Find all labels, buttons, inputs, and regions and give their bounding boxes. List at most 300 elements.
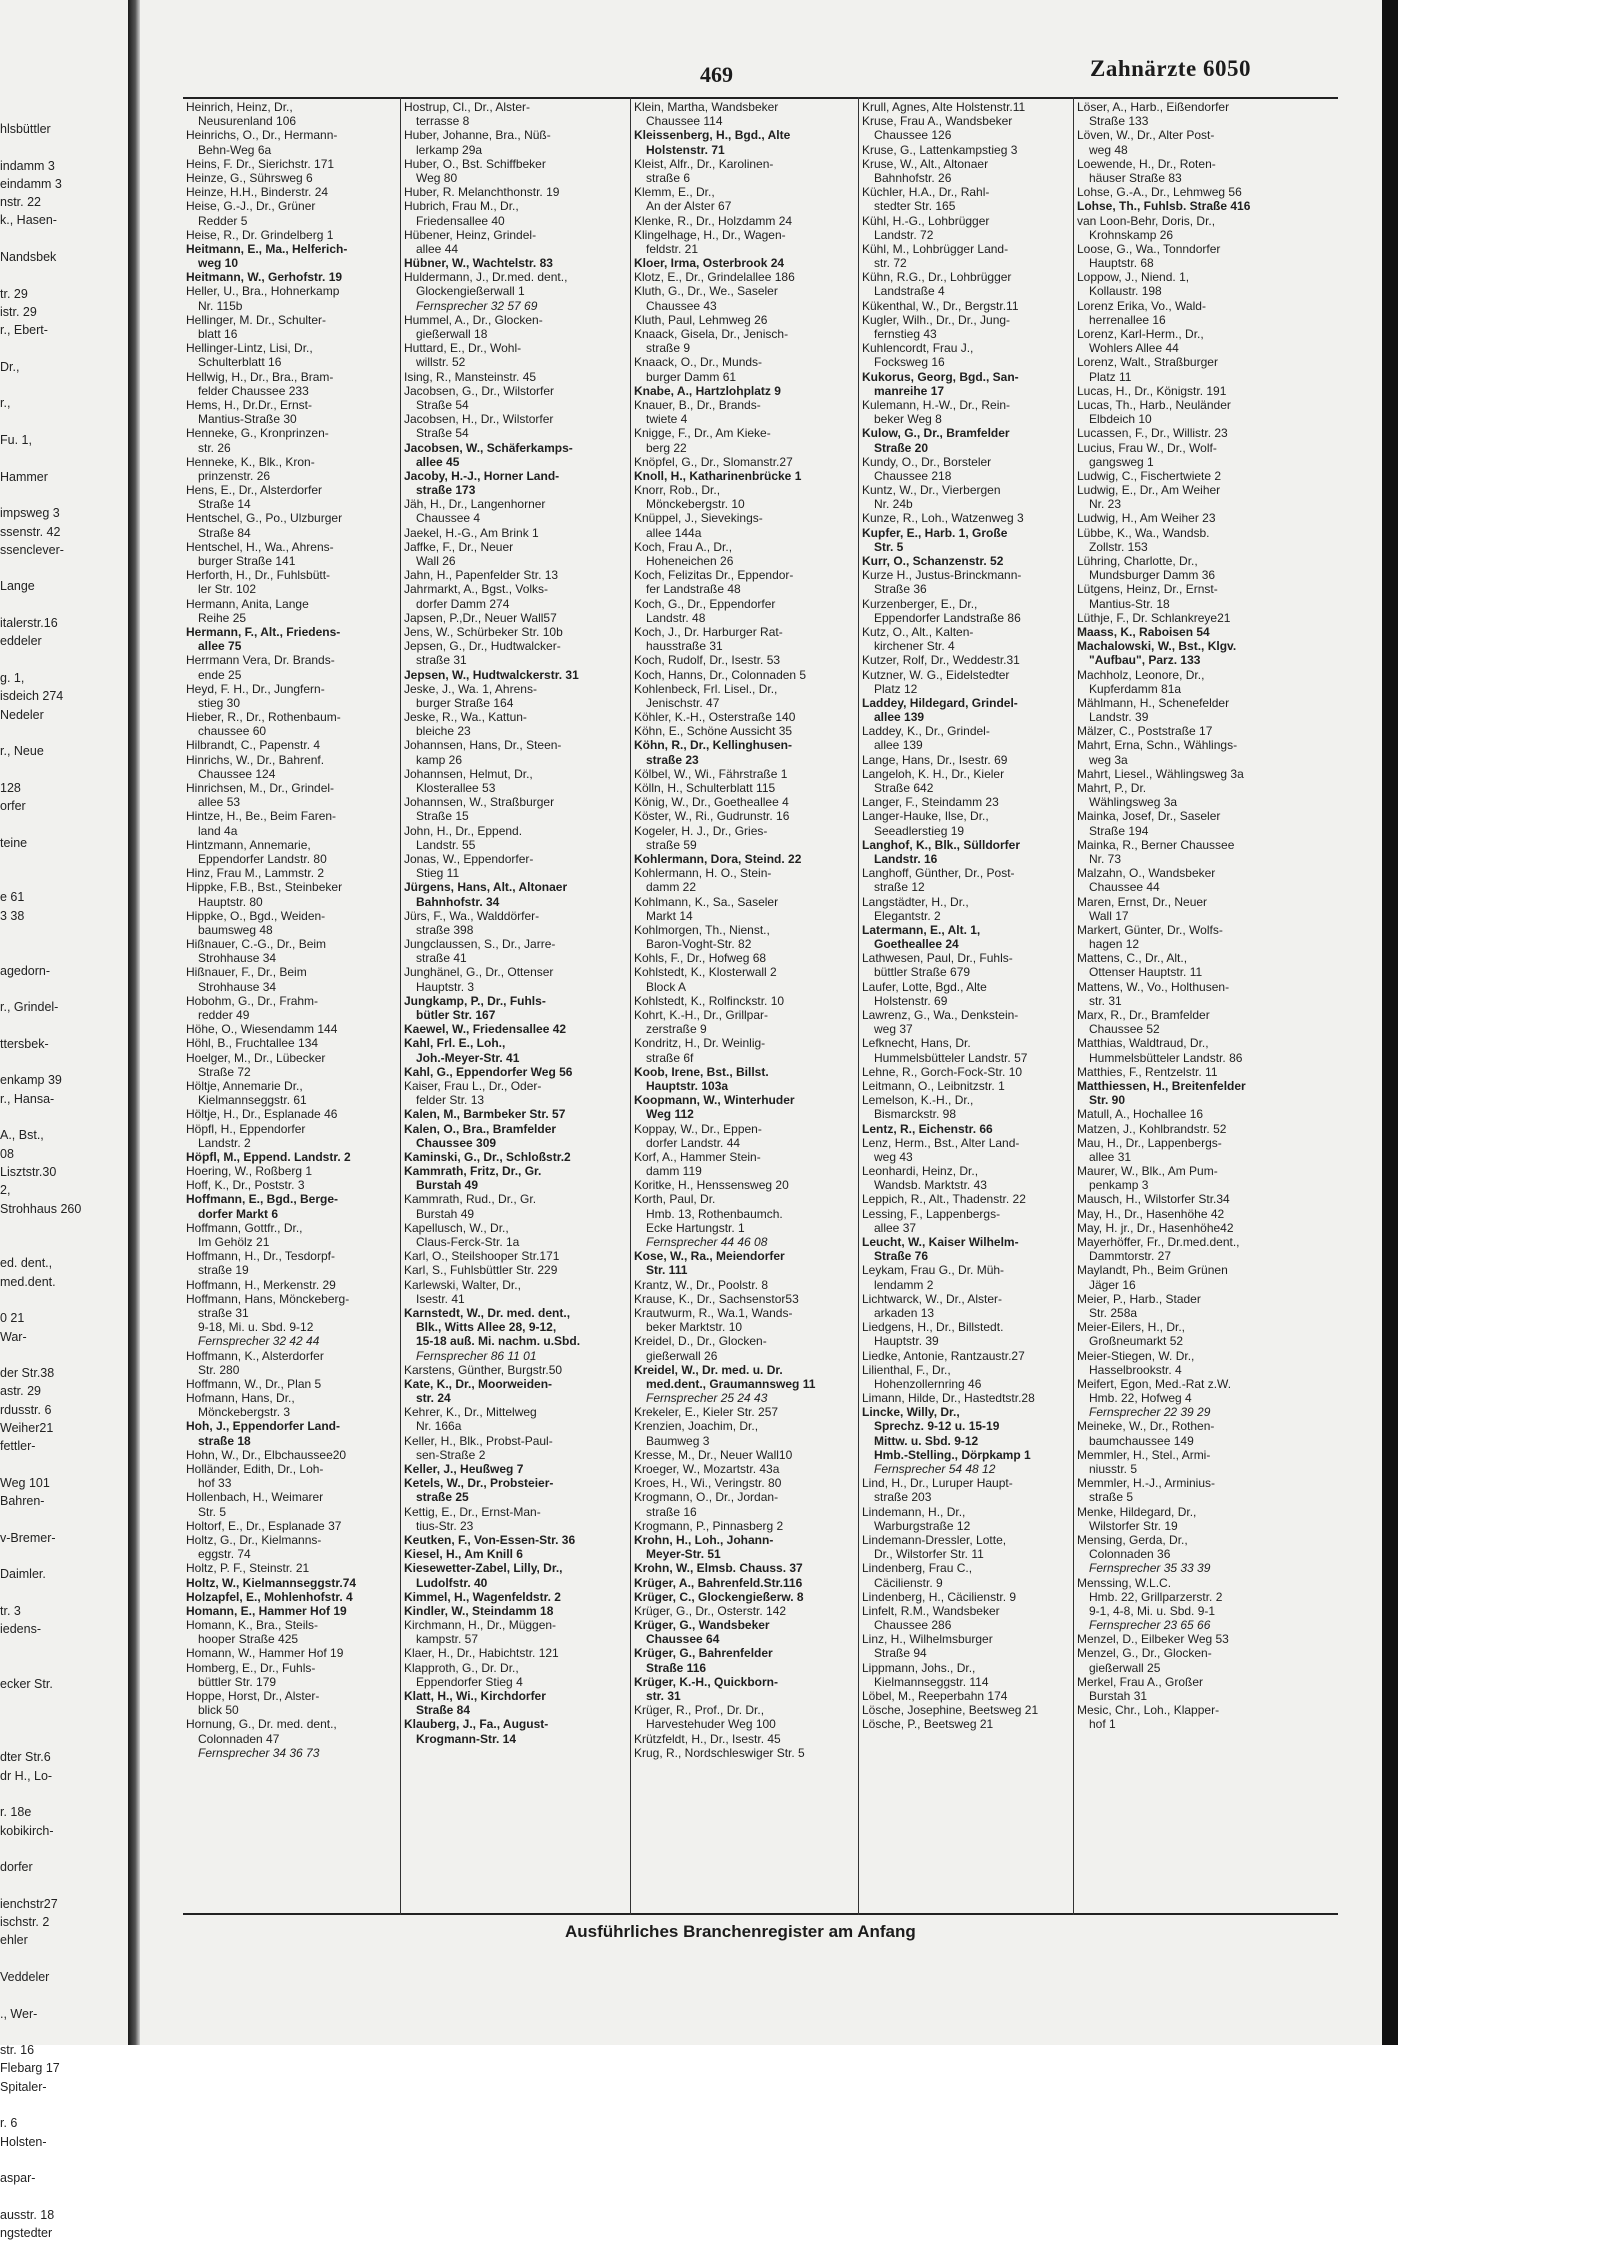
directory-entry	[404, 1590, 628, 1604]
directory-entry	[634, 710, 856, 724]
entry-continuation: Chaussee 114	[646, 114, 723, 129]
entry-name: Koopmann, W., Winterhuder	[634, 1093, 795, 1108]
entry-continuation: stedter Str. 165	[874, 199, 956, 214]
directory-entry	[634, 1703, 856, 1731]
fragment-line	[0, 1730, 124, 1748]
entry-name: Hoelger, M., Dr., Lübecker	[186, 1050, 326, 1065]
entry-name: Hoffmann, H., Dr., Tesdorpf-	[186, 1249, 335, 1264]
directory-entry	[1077, 1448, 1339, 1476]
entry-continuation: Hummelsbütteler Landstr. 86	[1089, 1050, 1243, 1065]
directory-entry	[862, 114, 1071, 142]
fragment-line: tr. 29	[0, 286, 28, 301]
fragment-line: ehler	[0, 1933, 28, 1948]
entry-name: Johannsen, Hans, Dr., Steen-	[404, 738, 562, 753]
entry-continuation: weg 43	[874, 1149, 913, 1164]
directory-entry	[862, 426, 1071, 454]
entry-name: Mensing, Gerda, Dr.,	[1077, 1532, 1188, 1547]
entry-continuation: Im Gehölz 21	[198, 1235, 270, 1249]
entry-name: Krull, Agnes, Alte Holstenstr.11	[862, 100, 1026, 114]
directory-entry	[186, 398, 398, 426]
directory-entry	[186, 1164, 398, 1178]
entry-name: Hoppe, Horst, Dr., Alster-	[186, 1689, 320, 1703]
entry-continuation: gießerwall 18	[416, 327, 488, 341]
directory-entry	[634, 313, 856, 327]
fragment-line	[0, 340, 124, 358]
entry-name: Maren, Ernst, Dr., Neuer	[1077, 894, 1208, 909]
entry-continuation: zerstraße 9	[646, 1022, 707, 1037]
entry-continuation: hof 33	[198, 1476, 232, 1491]
fragment-line: v-Bremer-	[0, 1530, 56, 1545]
entry-name: Machholz, Leonore, Dr.,	[1077, 667, 1205, 682]
directory-entry	[186, 1178, 398, 1192]
fragment-line	[0, 266, 124, 284]
entry-name: Höhe, O., Wiesendamm 144	[186, 1022, 338, 1037]
entry-name: Mahrt, Erna, Schn., Wählings-	[1077, 738, 1238, 753]
directory-entry	[186, 128, 398, 156]
entry-name: König, W., Dr., Goetheallee 4	[634, 795, 789, 810]
fragment-line: r.,	[0, 396, 11, 411]
directory-entry	[1077, 1646, 1339, 1674]
directory-entry	[634, 1746, 856, 1760]
directory-entry	[634, 1150, 856, 1178]
entry-name: Kaiser, Frau L., Dr., Oder-	[404, 1078, 542, 1093]
directory-entry	[634, 1306, 856, 1334]
entry-name: Heinrichs, O., Dr., Hermann-	[186, 128, 338, 143]
directory-entry	[862, 100, 1071, 114]
directory-entry	[404, 526, 628, 540]
fragment-line	[0, 1785, 124, 1803]
entry-name: Löbel, M., Reeperbahn 174	[862, 1689, 1008, 1703]
directory-entry	[1077, 1008, 1339, 1036]
entry-name: Ludwig, E., Dr., Am Weiher	[1077, 483, 1221, 498]
entry-continuation: allee 53	[198, 795, 241, 810]
entry-continuation: Burstah 49	[416, 1178, 479, 1193]
entry-continuation: Nr. 73	[1089, 851, 1122, 866]
entry-name: Kuhlencordt, Frau J.,	[862, 341, 974, 356]
directory-entry	[186, 809, 398, 837]
entry-continuation: prinzenstr. 26	[198, 468, 271, 483]
directory-entry	[634, 398, 856, 426]
entry-continuation: eggstr. 74	[198, 1547, 251, 1562]
entry-continuation: Wandsb. Marktstr. 43	[874, 1178, 987, 1193]
entry-continuation: Straße 94	[874, 1646, 927, 1661]
entry-name: Krüger, G., Dr., Osterstr. 142	[634, 1603, 787, 1618]
directory-entry	[634, 270, 856, 284]
entry-continuation: Chaussee 64	[646, 1632, 720, 1647]
entry-name: Heise, R., Dr. Grindelberg 1	[186, 227, 334, 242]
entry-name: Heyd, F. H., Dr., Jungfern-	[186, 681, 325, 696]
entry-name: Krüger, G., Wandsbeker	[634, 1618, 770, 1633]
directory-entry	[404, 100, 628, 128]
entry-name: Hinz, Frau M., Lammstr. 2	[186, 866, 325, 881]
entry-name: Kogeler, H. J., Dr., Gries-	[634, 823, 768, 838]
directory-entry	[404, 1661, 628, 1689]
directory-entry	[1077, 767, 1339, 781]
entry-continuation: Burstah 49	[416, 1206, 475, 1221]
entry-name: Hummel, A., Dr., Glocken-	[404, 312, 543, 327]
entry-name: Kirchmann, H., Dr., Müggen-	[404, 1618, 557, 1633]
directory-entry	[862, 1689, 1071, 1703]
entry-name: Kahl, G., Eppendorfer Weg 56	[404, 1064, 573, 1079]
entry-continuation: beker Marktstr. 10	[646, 1320, 743, 1335]
directory-entry	[862, 795, 1071, 809]
entry-name: Jepsen, G., Dr., Hudtwalcker-	[404, 639, 561, 654]
entry-name: Kalen, O., Bra., Bramfelder	[404, 1121, 557, 1136]
directory-entry	[404, 1689, 628, 1717]
entry-name: Kohlermann, Dora, Steind. 22	[634, 851, 802, 866]
directory-entry	[862, 1505, 1071, 1533]
entry-name: Leitmann, O., Leibnitzstr. 1	[862, 1078, 1005, 1093]
entry-name: Knöpfel, G., Dr., Slomanstr.27	[634, 454, 793, 469]
fragment-line: ttersbek-	[0, 1036, 49, 1051]
directory-entry	[862, 866, 1071, 894]
entry-continuation: Straße 72	[198, 1064, 251, 1079]
entry-continuation: fernstieg 43	[874, 327, 937, 341]
entry-name: Mahrt, P., Dr.	[1077, 781, 1147, 795]
fragment-line: 08	[0, 1146, 14, 1161]
entry-continuation: weg 37	[874, 1022, 913, 1037]
entry-name: Homann, E., Hammer Hof 19	[186, 1603, 347, 1618]
entry-continuation: straße 173	[416, 483, 476, 498]
entry-name: Mählmann, H., Schenefelder	[1077, 695, 1230, 710]
fragment-line	[0, 1236, 124, 1254]
entry-continuation: Hohenzollernring 46	[874, 1376, 982, 1391]
entry-continuation: Landstr. 39	[1089, 710, 1149, 725]
entry-name: Jacobsen, H., Dr., Wilstorfer	[404, 412, 554, 427]
entry-name: Huber, R. Melanchthonstr. 19	[404, 185, 560, 200]
entry-continuation: Straße 84	[416, 1703, 471, 1718]
phone-line: Fernsprecher 25 24 43	[646, 1391, 768, 1406]
entry-name: Japsen, P.,Dr., Neuer Wall57	[404, 610, 557, 625]
entry-name: Hoffmann, K., Alsterdorfer	[186, 1348, 324, 1363]
fragment-line: Flebarg 17	[0, 2061, 60, 2076]
entry-name: Hofmann, Hans, Dr.,	[186, 1391, 295, 1406]
entry-name: Höltje, Annemarie Dr.,	[186, 1078, 303, 1093]
entry-continuation: Straße 116	[646, 1660, 707, 1675]
directory-entry	[862, 214, 1071, 242]
entry-continuation: Ecke Hartungstr. 1	[646, 1220, 745, 1235]
entry-name: Leucht, W., Kaiser Wilhelm-	[862, 1235, 1019, 1249]
directory-entry	[862, 299, 1071, 313]
entry-name: Kruse, Frau A., Wandsbeker	[862, 114, 1013, 129]
directory-entry	[1077, 1377, 1339, 1405]
directory-entry	[862, 1590, 1071, 1604]
entry-name: Kugler, Wilh., Dr., Dr., Jung-	[862, 312, 1011, 327]
entry-continuation: Colonnaden 36	[1089, 1547, 1171, 1562]
fragment-line	[0, 596, 124, 614]
directory-entry	[404, 1462, 628, 1476]
entry-name: Hoffmann, E., Bgd., Berge-	[186, 1192, 339, 1207]
entry-continuation: Straße 14	[198, 497, 251, 512]
entry-name: Maurer, W., Blk., Am Pum-	[1077, 1164, 1218, 1179]
entry-continuation: Weg 80	[416, 170, 458, 185]
directory-entry	[404, 1561, 628, 1589]
entry-name: Hoering, W., Roßberg 1	[186, 1164, 313, 1179]
entry-name: Hoff, K., Dr., Poststr. 3	[186, 1178, 305, 1193]
entry-name: Hellinger-Lintz, Lisi, Dr.,	[186, 341, 313, 356]
entry-name: Köhn, R., Dr., Kellinghusen-	[634, 738, 793, 753]
directory-entry	[1077, 1561, 1339, 1575]
directory-entry	[186, 1221, 398, 1249]
directory-entry	[186, 994, 398, 1022]
directory-entry	[862, 1192, 1071, 1206]
previous-page-fragment	[0, 120, 124, 2241]
entry-name: Huldermann, J., Dr.med. dent.,	[404, 270, 568, 285]
directory-entry	[862, 313, 1071, 341]
directory-entry	[634, 568, 856, 596]
directory-entry	[404, 682, 628, 710]
entry-continuation: Hasselbrookstr. 4	[1089, 1362, 1182, 1377]
fragment-line	[0, 1511, 124, 1529]
directory-entry	[634, 469, 856, 483]
entry-name: Krekeler, E., Kieler Str. 257	[634, 1405, 779, 1420]
entry-name: Hoffmann, H., Merkenstr. 29	[186, 1277, 336, 1292]
fragment-line	[0, 651, 124, 669]
directory-entry	[404, 824, 628, 852]
entry-name: Jepsen, W., Hudtwalckerstr. 31	[404, 667, 579, 682]
entry-name: Kiesewetter-Zabel, Lilly, Dr.,	[404, 1561, 563, 1576]
directory-entry	[634, 824, 856, 852]
directory-entry	[404, 625, 628, 639]
entry-name: Krantz, W., Dr., Poolstr. 8	[634, 1277, 769, 1292]
fragment-line: ssenstr. 42	[0, 524, 61, 539]
directory-entry	[862, 767, 1071, 795]
entry-name: Markert, Günter, Dr., Wolfs-	[1077, 922, 1223, 937]
directory-entry	[862, 1703, 1071, 1717]
fragment-line: ienchstr27	[0, 1896, 58, 1911]
fragment-line: k., Hasen-	[0, 213, 57, 228]
entry-continuation: ende 25	[198, 667, 242, 682]
directory-entry	[186, 781, 398, 809]
fragment-line: Fu. 1,	[0, 433, 32, 448]
entry-continuation: gießerwall 25	[1089, 1660, 1161, 1675]
entry-name: Kölln, H., Schulterblatt 115	[634, 781, 776, 795]
directory-entry	[634, 767, 856, 781]
entry-continuation: bütler Str. 167	[416, 1008, 496, 1022]
entry-continuation: penkamp 3	[1089, 1178, 1149, 1193]
directory-entry	[862, 1476, 1071, 1504]
fragment-line	[0, 1639, 124, 1657]
fragment-line	[0, 138, 124, 156]
directory-entry	[404, 270, 628, 298]
directory-entry	[404, 1349, 628, 1363]
entry-continuation: str. 31	[1089, 993, 1122, 1008]
entry-name: Keutken, F., Von-Essen-Str. 36	[404, 1532, 576, 1547]
entry-continuation: Jäger 16	[1089, 1277, 1136, 1292]
entry-name: Herforth, H., Dr., Fuhlsbütt-	[186, 568, 331, 583]
entry-continuation: Holstenstr. 69	[874, 993, 948, 1008]
entry-name: Jens, W., Schürbeker Str. 10b	[404, 624, 563, 639]
entry-continuation: Elegantstr. 2	[874, 908, 941, 923]
entry-continuation: baumsweg 48	[198, 922, 273, 937]
directory-entry	[1077, 1136, 1339, 1164]
entry-name: Johannsen, Helmut, Dr.,	[404, 766, 533, 781]
directory-entry	[634, 1278, 856, 1292]
entry-name: Linfelt, R.M., Wandsbeker	[862, 1603, 1000, 1618]
entry-name: Kammrath, Rud., Dr., Gr.	[404, 1192, 537, 1207]
fragment-line: rdusstr. 6	[0, 1402, 52, 1417]
entry-name: Hoffmann, Hans, Mönckeberg-	[186, 1291, 350, 1306]
directory-entry	[1077, 639, 1339, 667]
entry-continuation: manreihe 17	[874, 383, 945, 398]
entry-name: Langhoff, Günther, Dr., Post-	[862, 866, 1015, 881]
fragment-line: str. 16	[0, 2043, 35, 2058]
directory-entry	[634, 1122, 856, 1150]
directory-entry	[404, 767, 628, 795]
entry-name: Lindemann-Dressler, Lotte,	[862, 1532, 1007, 1547]
directory-entry	[186, 228, 398, 242]
fragment-line: Spitaler-	[0, 2079, 47, 2094]
directory-entry	[1077, 980, 1339, 1008]
directory-entry	[1077, 426, 1339, 440]
entry-name: Kahl, Frl. E., Loh.,	[404, 1036, 506, 1051]
entry-name: Ketels, W., Dr., Probsteier-	[404, 1476, 554, 1491]
entry-name: Junghänel, G., Dr., Ottenser	[404, 965, 554, 980]
entry-continuation: Landstr. 55	[416, 837, 476, 852]
entry-name: Mayerhöffer, Fr., Dr.med.dent.,	[1077, 1235, 1240, 1249]
directory-entry	[1077, 951, 1339, 979]
directory-entry	[186, 426, 398, 454]
entry-continuation: allee 31	[1089, 1149, 1132, 1164]
directory-entry	[404, 1405, 628, 1433]
entry-name: John, H., Dr., Eppend.	[404, 823, 523, 838]
entry-continuation: Straße 15	[416, 809, 469, 824]
fragment-line: dter Str.6	[0, 1750, 51, 1765]
entry-continuation: Straße 54	[416, 426, 469, 441]
entry-name: Machalowski, W., Bst., Klgv.	[1077, 639, 1237, 654]
entry-continuation: Friedensallee 40	[416, 213, 505, 228]
directory-entry	[634, 1036, 856, 1064]
fragment-line: Veddeler	[0, 1969, 50, 1984]
entry-name: Liedke, Antonie, Rantzaustr.27	[862, 1348, 1025, 1363]
directory-entry	[1077, 1122, 1339, 1136]
directory-entry	[186, 1646, 398, 1660]
entry-name: Mainka, Josef, Dr., Saseler	[1077, 809, 1221, 824]
directory-entry	[404, 313, 628, 341]
entry-continuation: Kielmannseggstr. 114	[874, 1674, 989, 1689]
entry-continuation: hausstraße 31	[646, 639, 723, 654]
directory-entry	[862, 696, 1071, 724]
entry-continuation: Straße 36	[874, 582, 927, 597]
entry-name: Hentschel, H., Wa., Ahrens-	[186, 539, 334, 554]
directory-entry	[186, 625, 398, 653]
fragment-line: kobikirch-	[0, 1823, 54, 1838]
entry-continuation: Dammtorstr. 27	[1089, 1249, 1172, 1264]
entry-name: Höpfl, H., Eppendorfer	[186, 1121, 306, 1136]
directory-column-4	[862, 100, 1071, 1912]
entry-continuation: Kupferdamm 81a	[1089, 681, 1182, 696]
directory-entry	[404, 1150, 628, 1164]
entry-continuation: redder 49	[198, 1008, 250, 1022]
directory-entry	[404, 299, 628, 313]
fragment-line: dorfer	[0, 1860, 33, 1875]
directory-entry	[1077, 781, 1339, 809]
directory-entry	[862, 838, 1071, 866]
directory-entry	[862, 341, 1071, 369]
entry-name: Menzel, D., Eilbeker Weg 53	[1077, 1632, 1229, 1647]
entry-continuation: allee 45	[416, 454, 460, 469]
directory-entry	[862, 980, 1071, 1008]
directory-entry	[634, 1065, 856, 1093]
entry-continuation: straße 25	[416, 1490, 469, 1505]
entry-continuation: Straße 133	[1089, 114, 1149, 129]
directory-entry	[404, 738, 628, 766]
entry-name: Henneke, G., Kronprinzen-	[186, 426, 329, 441]
fragment-line: indamm 3	[0, 158, 55, 173]
entry-continuation: allee 75	[198, 639, 242, 654]
entry-continuation: Burstah 31	[1089, 1689, 1148, 1703]
entry-name: Matzen, J., Kohlbrandstr. 52	[1077, 1121, 1227, 1136]
directory-entry	[862, 1462, 1071, 1476]
fragment-line: ssenclever-	[0, 542, 64, 557]
entry-continuation: Cäcilienstr. 9	[874, 1575, 943, 1590]
entry-name: Lindemann, H., Dr.,	[862, 1504, 966, 1519]
directory-entry	[634, 1235, 856, 1249]
entry-name: Kreidel, W., Dr. med. u. Dr.	[634, 1362, 783, 1377]
entry-name: Matthies, F., Rentzelstr. 11	[1077, 1064, 1218, 1079]
directory-entry	[862, 455, 1071, 483]
directory-entry	[186, 1122, 398, 1150]
directory-entry	[862, 370, 1071, 398]
directory-entry	[404, 994, 628, 1022]
entry-name: Kulow, G., Dr., Bramfelder	[862, 426, 1010, 441]
entry-name: Koch, Felizitas Dr., Eppendor-	[634, 568, 794, 583]
directory-entry	[404, 412, 628, 440]
entry-name: Jürs, F., Wa., Walddörfer-	[404, 908, 540, 923]
entry-continuation: weg 48	[1089, 142, 1128, 157]
entry-name: Klotz, E., Dr., Grindelallee 186	[634, 270, 795, 285]
fragment-line: astr. 29	[0, 1384, 41, 1399]
directory-entry	[862, 143, 1071, 157]
directory-entry	[404, 852, 628, 880]
entry-continuation: Eppendorfer Stieg 4	[416, 1674, 523, 1689]
entry-name: Hohn, W., Dr., Elbchaussee20	[186, 1447, 347, 1462]
entry-name: Hißnauer, F., Dr., Beim	[186, 965, 307, 980]
phone-line: Fernsprecher 86 11 01	[416, 1348, 537, 1363]
entry-continuation: bleiche 23	[416, 724, 471, 739]
entry-name: Kapellusch, W., Dr.,	[404, 1220, 509, 1235]
directory-entry	[634, 355, 856, 383]
entry-name: van Loon-Behr, Doris, Dr.,	[1077, 213, 1216, 228]
entry-continuation: 15-18 auß. Mi. nachm. u.Sbd.	[416, 1334, 581, 1349]
entry-name: Koppay, W., Dr., Eppen-	[634, 1121, 762, 1136]
directory-entry	[634, 128, 856, 156]
entry-name: Mälzer, C., Poststraße 17	[1077, 724, 1213, 739]
directory-entry	[1077, 1632, 1339, 1646]
directory-entry	[862, 1036, 1071, 1064]
directory-entry	[404, 497, 628, 525]
entry-continuation: Chaussee 124	[198, 766, 276, 781]
entry-continuation: herrenallee 16	[1089, 312, 1166, 327]
entry-name: Koch, Frau A., Dr.,	[634, 539, 733, 554]
fragment-line: italerstr.16	[0, 616, 58, 631]
entry-continuation: Isestr. 41	[416, 1291, 465, 1306]
directory-entry	[634, 1675, 856, 1703]
entry-name: Loewende, H., Dr., Roten-	[1077, 156, 1216, 171]
entry-continuation: Harvestehuder Weg 100	[646, 1717, 776, 1732]
fragment-line	[0, 925, 124, 943]
entry-continuation: str. 31	[646, 1689, 681, 1703]
directory-entry	[862, 398, 1071, 426]
entry-name: Hems, H., Dr.Dr., Ernst-	[186, 397, 313, 412]
entry-name: Homann, K., Bra., Steils-	[186, 1618, 319, 1633]
page-footer: Ausführliches Branchenregister am Anfang	[565, 1922, 916, 1941]
entry-continuation: Straße 84	[198, 525, 251, 540]
entry-name: Kloer, Irma, Osterbrook 24	[634, 256, 785, 271]
entry-name: Koob, Irene, Bst., Billst.	[634, 1064, 769, 1079]
directory-entry	[634, 724, 856, 738]
entry-name: Kühl, H.-G., Lohbrügger	[862, 213, 990, 228]
